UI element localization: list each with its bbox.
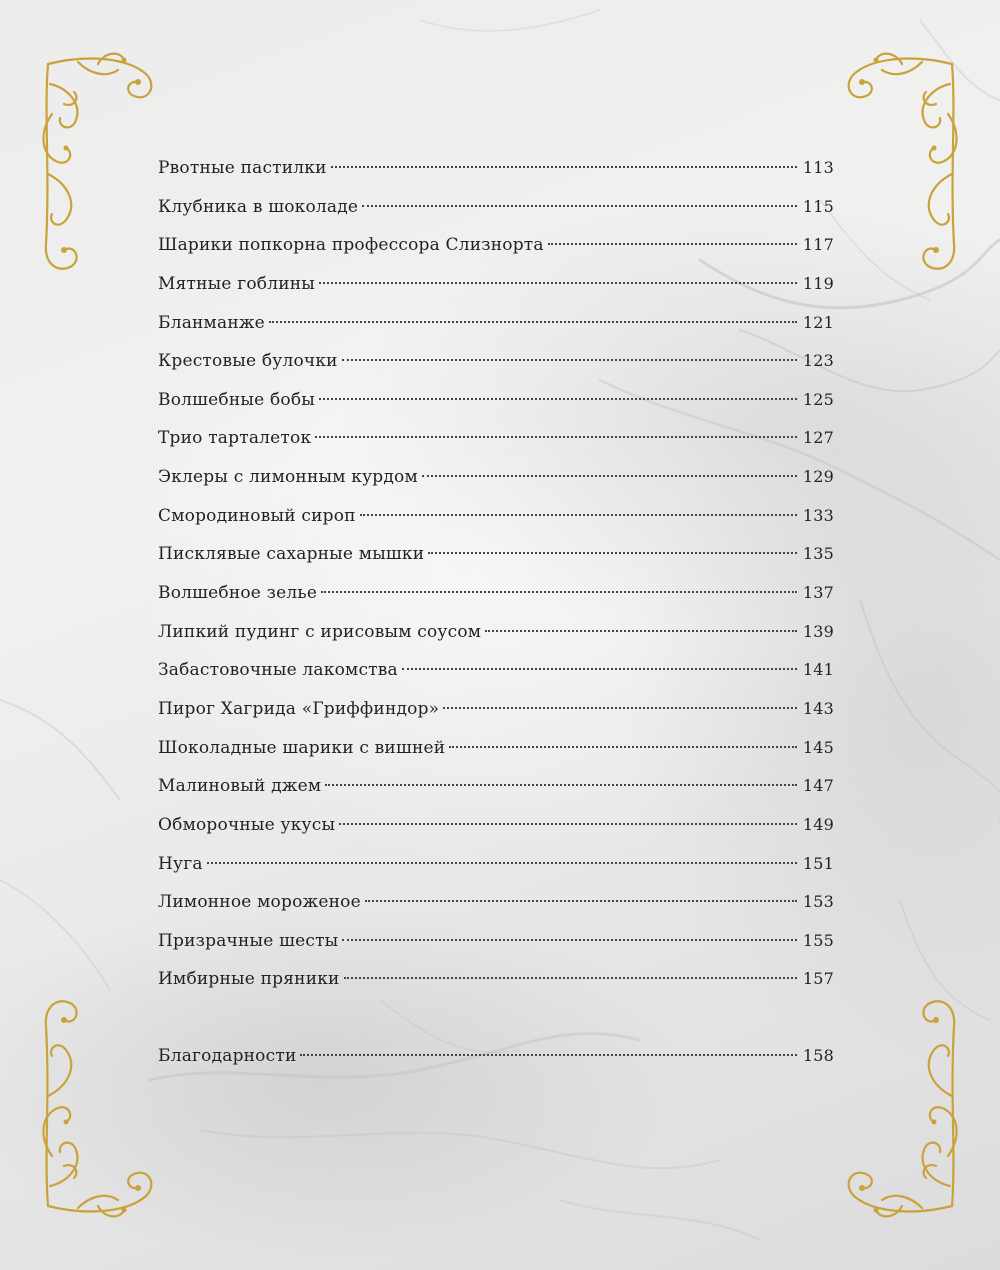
- dot-leader: [321, 591, 797, 593]
- dot-leader: [365, 900, 797, 902]
- toc-entry-title: Волшебные бобы: [158, 389, 315, 410]
- toc-entry-title: Эклеры с лимонным курдом: [158, 467, 418, 488]
- toc-entry-page: 129: [802, 467, 834, 487]
- dot-leader: [207, 862, 797, 864]
- toc-entry[interactable]: [158, 158, 834, 197]
- gold-scroll-ornament-bottom-left: [28, 986, 168, 1226]
- dot-leader: [428, 552, 797, 554]
- dot-leader: [344, 977, 797, 979]
- dot-leader: [443, 707, 797, 709]
- dot-leader: [362, 205, 797, 207]
- toc-entry[interactable]: [158, 738, 834, 777]
- dot-leader: [342, 939, 796, 941]
- toc-entry[interactable]: [158, 815, 834, 854]
- toc-entry[interactable]: [158, 544, 834, 583]
- toc-entry-title: Обморочные укусы: [158, 814, 336, 835]
- toc-entry-page: 135: [802, 544, 834, 564]
- toc-entry-title: Рвотные пастилки: [158, 158, 327, 178]
- toc-entry-title: Имбирные пряники: [158, 969, 340, 990]
- dot-leader: [342, 359, 797, 361]
- toc-entry[interactable]: [158, 390, 834, 429]
- toc-entry-title: Клубника в шоколаде: [158, 196, 359, 217]
- toc-entry[interactable]: [158, 854, 834, 893]
- gold-scroll-ornament-top-left: [28, 44, 168, 284]
- dot-leader: [360, 514, 797, 516]
- toc-entry-title: Лимонное мороженое: [158, 892, 361, 913]
- toc-entry-title: Пирог Хагрида «Гриффиндор»: [158, 698, 440, 719]
- toc-entry-page: 145: [802, 737, 834, 757]
- toc-entry-page: 139: [802, 621, 834, 641]
- toc-entry-page: 117: [802, 235, 834, 255]
- toc-entry-page: 141: [802, 660, 834, 680]
- toc-entry-page: 137: [802, 583, 834, 603]
- toc-entry-page: 121: [802, 312, 834, 332]
- toc-entry-title: Мятные гоблины: [158, 273, 316, 294]
- dot-leader: [485, 630, 797, 632]
- toc-entry-title: Трио тарталеток: [158, 428, 312, 449]
- toc-entry-title: Забастовочные лакомства: [158, 660, 398, 681]
- toc-entry-page: 125: [802, 389, 834, 409]
- dot-leader: [422, 475, 797, 477]
- toc-entry-page: 149: [802, 814, 834, 834]
- toc-entry[interactable]: [158, 428, 834, 467]
- dot-leader: [339, 823, 797, 825]
- dot-leader: [319, 398, 797, 400]
- toc-entry-title: Крестовые булочки: [158, 351, 338, 372]
- toc-entry-acknowledgements[interactable]: [158, 1046, 834, 1085]
- toc-entry-page: 113: [802, 158, 834, 177]
- toc-entry-page: 143: [802, 698, 834, 718]
- table-of-contents: [158, 158, 834, 1085]
- toc-entry-title: Волшебное зелье: [158, 583, 318, 604]
- toc-entry-page: 133: [802, 505, 834, 525]
- toc-entry-title: Липкий пудинг с ирисовым соусом: [158, 621, 482, 642]
- toc-entry-page: 158: [802, 1046, 834, 1066]
- toc-entry-page: 115: [802, 196, 834, 216]
- dot-leader: [331, 166, 797, 168]
- dot-leader: [300, 1054, 796, 1056]
- toc-entry-page: 157: [802, 969, 834, 989]
- toc-entry[interactable]: [158, 931, 834, 970]
- toc-entry-title: Призрачные шесты: [158, 930, 339, 951]
- toc-entry-title: Благодарности: [158, 1046, 297, 1067]
- toc-entry-page: 155: [802, 930, 834, 950]
- dot-leader: [269, 321, 797, 323]
- toc-entry-title: Писклявые сахарные мышки: [158, 544, 425, 565]
- toc-entry-title: Малиновый джем: [158, 776, 322, 797]
- toc-entry-title: Шарики попкорна профессора Слизнорта: [158, 235, 544, 256]
- toc-entry[interactable]: [158, 351, 834, 390]
- toc-entry[interactable]: [158, 892, 834, 931]
- toc-entry-page: 127: [802, 428, 834, 448]
- toc-entry[interactable]: [158, 506, 834, 545]
- toc-entry[interactable]: [158, 197, 834, 236]
- toc-entry-page: 153: [802, 892, 834, 912]
- toc-entry[interactable]: [158, 969, 834, 1008]
- toc-entry[interactable]: [158, 622, 834, 661]
- toc-entry-page: 151: [802, 853, 834, 873]
- toc-entry-title: Шоколадные шарики с вишней: [158, 737, 446, 758]
- dot-leader: [315, 436, 797, 438]
- dot-leader: [402, 668, 797, 670]
- toc-entry-title: Смородиновый сироп: [158, 505, 356, 526]
- toc-entry-page: 123: [802, 351, 834, 371]
- toc-entry-page: 119: [802, 273, 834, 293]
- toc-entry-title: Нуга: [158, 853, 203, 874]
- toc-entry-page: 147: [802, 776, 834, 796]
- dot-leader: [325, 784, 797, 786]
- toc-entry[interactable]: [158, 467, 834, 506]
- toc-entry[interactable]: [158, 274, 834, 313]
- gold-scroll-ornament-top-right: [832, 44, 972, 284]
- toc-entry[interactable]: [158, 583, 834, 622]
- toc-entry[interactable]: [158, 235, 834, 274]
- dot-leader: [548, 243, 797, 245]
- dot-leader: [319, 282, 797, 284]
- toc-entry[interactable]: [158, 313, 834, 352]
- toc-entry[interactable]: [158, 699, 834, 738]
- gold-scroll-ornament-bottom-right: [832, 986, 972, 1226]
- dot-leader: [449, 746, 797, 748]
- toc-entry-title: Бланманже: [158, 312, 265, 333]
- toc-entry[interactable]: [158, 660, 834, 699]
- toc-entry[interactable]: [158, 776, 834, 815]
